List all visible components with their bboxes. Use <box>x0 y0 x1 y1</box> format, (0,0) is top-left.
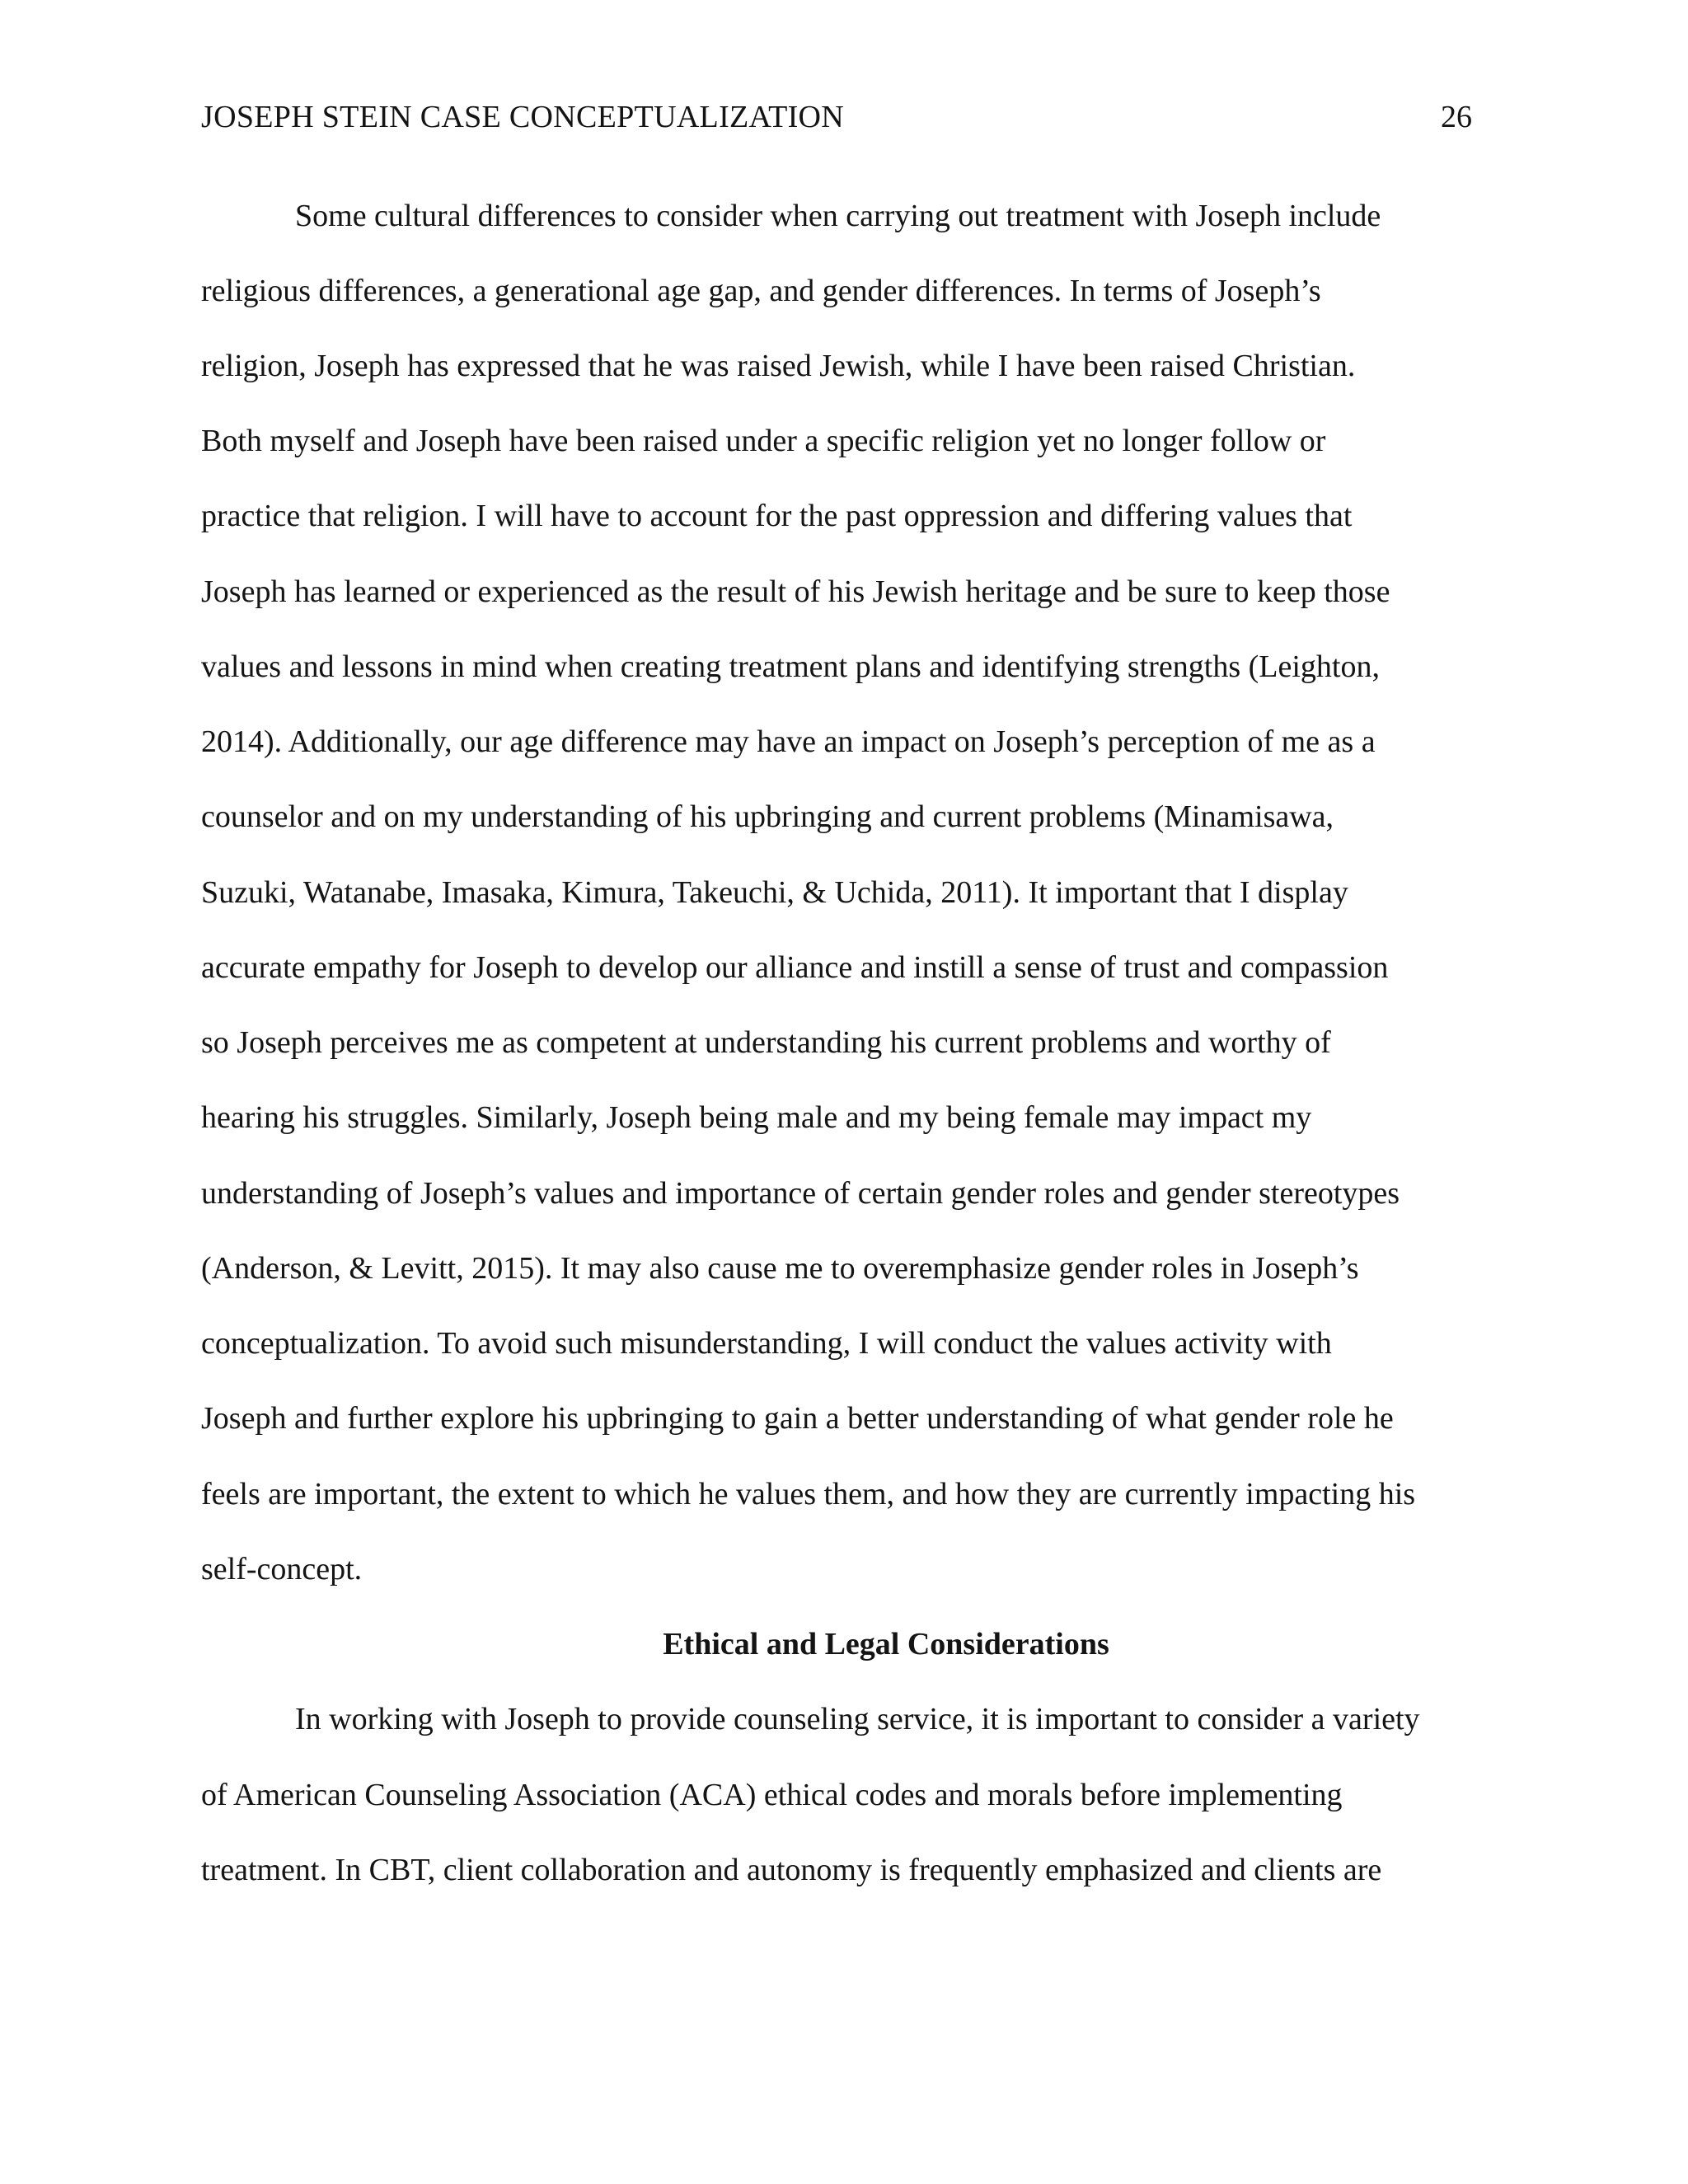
body-line: Suzuki, Watanabe, Imasaka, Kimura, Takeuchi, & Uchida, 2011). It important that I display <box>201 875 1348 910</box>
body-line: Joseph and further explore his upbringing to gain a better understanding of what gender role he <box>201 1401 1394 1436</box>
body-line: religion, Joseph has expressed that he was raised Jewish, while I have been raised Christian. <box>201 349 1356 383</box>
body-line: Both myself and Joseph have been raised under a specific religion yet no longer follow or <box>201 424 1326 458</box>
body-line: 2014). Additionally, our age difference may have an impact on Joseph’s perception of me as a <box>201 724 1376 759</box>
body-line: hearing his struggles. Similarly, Joseph being male and my being female may impact my <box>201 1100 1312 1135</box>
body-line: feels are important, the extent to which he values them, and how they are currently impacting his <box>201 1477 1416 1511</box>
section-heading: Ethical and Legal Considerations <box>663 1627 1109 1661</box>
body-line: values and lessons in mind when creating treatment plans and identifying strengths (Leighton, <box>201 649 1380 684</box>
body-line: self-concept. <box>201 1552 363 1586</box>
body-line: religious differences, a generational age gap, and gender differences. In terms of Joseph’s <box>201 274 1321 308</box>
body-line: (Anderson, & Levitt, 2015). It may also cause me to overemphasize gender roles in Joseph’s <box>201 1251 1359 1286</box>
body-line: accurate empathy for Joseph to develop our alliance and instill a sense of trust and compassion <box>201 950 1389 985</box>
body-line: so Joseph perceives me as competent at understanding his current problems and worthy of <box>201 1025 1331 1060</box>
body-line: practice that religion. I will have to account for the past oppression and differing values that <box>201 499 1353 533</box>
body-line: Some cultural differences to consider when carrying out treatment with Joseph include <box>295 199 1381 233</box>
body-line: counselor and on my understanding of his upbringing and current problems (Minamisawa, <box>201 799 1334 834</box>
running-head: JOSEPH STEIN CASE CONCEPTUALIZATION <box>201 100 845 134</box>
body-line: treatment. In CBT, client collaboration and autonomy is frequently emphasized and clients are <box>201 1853 1382 1887</box>
body-line: understanding of Joseph’s values and importance of certain gender roles and gender stereotypes <box>201 1176 1400 1211</box>
page-number: 26 <box>1441 100 1472 134</box>
body-line: of American Counseling Association (ACA) ethical codes and morals before implementing <box>201 1778 1343 1812</box>
body-line: conceptualization. To avoid such misunderstanding, I will conduct the values activity with <box>201 1326 1332 1361</box>
body-line: In working with Joseph to provide counseling service, it is important to consider a variety <box>295 1702 1420 1736</box>
body-line: Joseph has learned or experienced as the result of his Jewish heritage and be sure to keep those <box>201 574 1390 609</box>
